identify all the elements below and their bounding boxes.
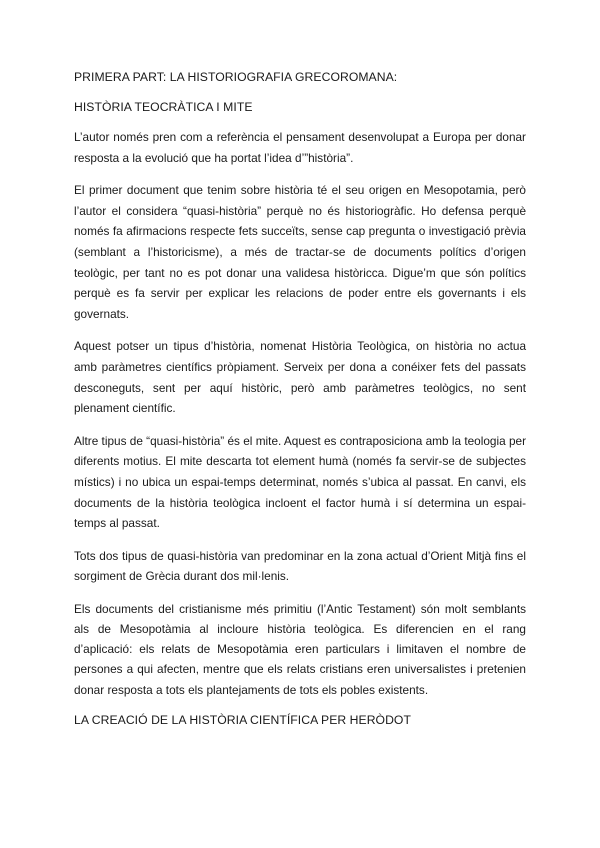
next-section-title: LA CREACIÓ DE LA HISTÒRIA CIENTÍFICA PER HERÒDOT bbox=[74, 712, 411, 727]
paragraph-intro: L’autor només pren com a referència el pensament desenvolupat a Europa per donar resposta a la evolució que ha portat l’idea d’”història”. bbox=[74, 130, 526, 165]
paragraph-middle-east: Tots dos tipus de quasi-història van predominar en la zona actual d’Orient Mitjà fins el sorgiment de Grècia durant dos mil·lenis. bbox=[74, 548, 526, 584]
document-page bbox=[74, 69, 526, 742]
paragraph-christianity: Els documents del cristianisme més primitiu (l’Antic Testament) són molt semblants als de Mesopotàmia al incloure història teològica. Es diferencien en el rang d’aplicació: els relats de Mesopotàmia eren particulars i limitaven el nombre de persones a qui afecten, mentre que els relats cristians eren universalistes i pretenien donar resposta a tots els plantejaments de tots els pobles existents. bbox=[74, 601, 526, 697]
paragraph-mesopotamia: El primer document que tenim sobre història té el seu origen en Mesopotamia, però l’autor el considera “quasi-història” perquè no és historiogràfic. Ho defensa perquè només fa afirmacions respecte fets succeïts, sense cap pregunta o investigació prèvia (semblant a l’historicisme), a més de tractar-se de documents polítics d’origen teològic, per tant no es pot donar una validesa històricca. Digue’m que són polítics perquè es fa servir per explicar les relacions de poder entre els governants i els governats. bbox=[74, 183, 526, 321]
paragraph-theological-history: Aquest potser un tipus d’història, nomenat Història Teològica, on història no actua amb paràmetres científics pròpiament. Serveix per dona a conéixer fets del passats desconeguts, sent per aquí històric, però amb paràmetres teològics, no sent plenament científic. bbox=[74, 339, 526, 416]
section-title: HISTÒRIA TEOCRÀTICA I MITE bbox=[74, 100, 253, 114]
paragraph-myth: Altre tipus de “quasi-història” és el mite. Aquest es contraposiciona amb la teologia per diferents motius. El mite descarta tot element humà (només fa servir-se de subjectes místics) i no ubica un espai-temps determinat, només s’ubica al passat. En canvi, els documents de la història teològica incloent el factor humà i sí determina un espai-temps al passat. bbox=[74, 433, 526, 531]
part-title: PRIMERA PART: LA HISTORIOGRAFIA GRECOROMANA: bbox=[74, 70, 398, 84]
